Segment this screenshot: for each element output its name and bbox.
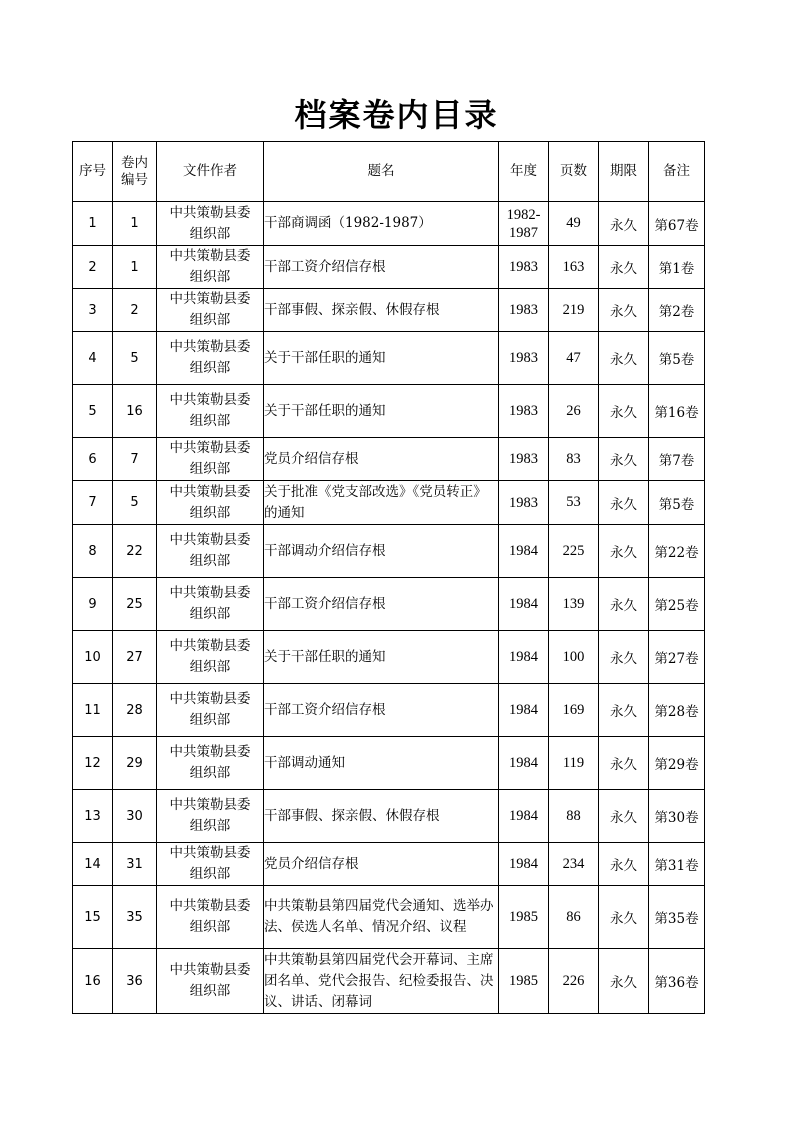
header-author: 文件作者 [157, 142, 264, 202]
row-pages: 169 [549, 684, 599, 737]
row-author [157, 438, 264, 481]
row-pages: 86 [549, 886, 599, 949]
row-remark: 第2卷 [649, 289, 705, 332]
row-remark: 第27卷 [649, 631, 705, 684]
row-term: 永久 [599, 385, 649, 438]
row-pages: 26 [549, 385, 599, 438]
row-volume-number: 36 [113, 949, 157, 1014]
row-year: 1983 [499, 246, 549, 289]
row-term: 永久 [599, 289, 649, 332]
row-document-title: 干部工资介绍信存根 [264, 684, 499, 737]
author-line-2: 组织部 [189, 553, 231, 569]
row-seq: 11 [73, 684, 113, 737]
author-line-1: 中共策勒县委 [169, 339, 251, 355]
row-remark: 第7卷 [649, 438, 705, 481]
row-volume-number: 7 [113, 438, 157, 481]
row-remark: 第29卷 [649, 737, 705, 790]
row-document-title: 干部调动通知 [264, 737, 499, 790]
row-pages: 226 [549, 949, 599, 1014]
row-year: 1984 [499, 684, 549, 737]
author-line-1: 中共策勒县委 [169, 691, 251, 707]
author-line-1: 中共策勒县委 [169, 291, 251, 307]
author-line-1: 中共策勒县委 [169, 248, 251, 264]
row-volume-number: 22 [113, 525, 157, 578]
row-document-title: 关于干部任职的通知 [264, 385, 499, 438]
row-pages: 83 [549, 438, 599, 481]
row-author [157, 481, 264, 525]
row-author [157, 578, 264, 631]
row-year: 1983 [499, 438, 549, 481]
row-year: 1984 [499, 631, 549, 684]
row-document-title: 中共策勒县第四届党代会通知、选举办法、侯选人名单、情况介绍、议程 [264, 886, 499, 949]
row-year: 1984 [499, 525, 549, 578]
row-pages: 53 [549, 481, 599, 525]
header-seq: 序号 [73, 142, 113, 202]
table-row [73, 289, 705, 332]
table-row [73, 843, 705, 886]
header-remark: 备注 [649, 142, 705, 202]
row-volume-number: 31 [113, 843, 157, 886]
row-remark: 第25卷 [649, 578, 705, 631]
row-volume-number: 35 [113, 886, 157, 949]
row-remark: 第5卷 [649, 332, 705, 385]
row-term: 永久 [599, 438, 649, 481]
row-term: 永久 [599, 332, 649, 385]
row-seq: 7 [73, 481, 113, 525]
author-line-1: 中共策勒县委 [169, 962, 251, 978]
row-document-title: 干部事假、探亲假、休假存根 [264, 289, 499, 332]
row-term: 永久 [599, 481, 649, 525]
row-pages: 49 [549, 202, 599, 246]
author-line-2: 组织部 [189, 712, 231, 728]
row-seq: 2 [73, 246, 113, 289]
author-line-1: 中共策勒县委 [169, 845, 251, 861]
table-row [73, 737, 705, 790]
row-year: 1985 [499, 949, 549, 1014]
row-document-title: 党员介绍信存根 [264, 843, 499, 886]
author-line-2: 组织部 [189, 413, 231, 429]
row-volume-number: 30 [113, 790, 157, 843]
table-row [73, 684, 705, 737]
row-author [157, 684, 264, 737]
author-line-2: 组织部 [189, 606, 231, 622]
row-term: 永久 [599, 790, 649, 843]
row-author [157, 631, 264, 684]
row-pages: 119 [549, 737, 599, 790]
page-title: 档案卷内目录 [294, 96, 499, 134]
author-line-2: 组织部 [189, 225, 231, 242]
row-volume-number: 25 [113, 578, 157, 631]
author-line-1: 中共策勒县委 [169, 585, 251, 601]
row-remark: 第67卷 [649, 202, 705, 246]
row-year: 1982-1987 [499, 202, 549, 246]
row-volume-number: 16 [113, 385, 157, 438]
row-term: 永久 [599, 202, 649, 246]
row-volume-number: 1 [113, 202, 157, 246]
row-author [157, 843, 264, 886]
row-volume-number: 28 [113, 684, 157, 737]
table-row [73, 246, 705, 289]
row-author [157, 385, 264, 438]
row-author [157, 737, 264, 790]
row-author [157, 790, 264, 843]
row-document-title: 关于干部任职的通知 [264, 631, 499, 684]
row-volume-number: 5 [113, 481, 157, 525]
table-row [73, 481, 705, 525]
table-row [73, 578, 705, 631]
row-year: 1983 [499, 289, 549, 332]
author-line-1: 中共策勒县委 [169, 898, 251, 914]
header-pages: 页数 [549, 142, 599, 202]
row-term: 永久 [599, 631, 649, 684]
row-year: 1983 [499, 481, 549, 525]
row-year: 1984 [499, 790, 549, 843]
header-year: 年度 [499, 142, 549, 202]
table-row [73, 332, 705, 385]
row-pages: 219 [549, 289, 599, 332]
row-document-title: 干部工资介绍信存根 [264, 578, 499, 631]
row-volume-number: 27 [113, 631, 157, 684]
row-author [157, 332, 264, 385]
row-year: 1983 [499, 385, 549, 438]
row-author [157, 202, 264, 246]
author-line-1: 中共策勒县委 [169, 532, 251, 548]
row-document-title: 党员介绍信存根 [264, 438, 499, 481]
row-volume-number: 2 [113, 289, 157, 332]
row-remark: 第31卷 [649, 843, 705, 886]
row-document-title: 干部调动介绍信存根 [264, 525, 499, 578]
row-pages: 234 [549, 843, 599, 886]
row-pages: 225 [549, 525, 599, 578]
author-line-2: 组织部 [189, 818, 231, 834]
table-row [73, 525, 705, 578]
table-row [73, 949, 705, 1014]
author-line-1: 中共策勒县委 [169, 204, 251, 221]
row-author [157, 289, 264, 332]
row-seq: 5 [73, 385, 113, 438]
row-seq: 4 [73, 332, 113, 385]
row-year: 1984 [499, 737, 549, 790]
row-seq: 9 [73, 578, 113, 631]
author-line-1: 中共策勒县委 [169, 744, 251, 760]
row-pages: 100 [549, 631, 599, 684]
row-seq: 8 [73, 525, 113, 578]
row-remark: 第30卷 [649, 790, 705, 843]
row-seq: 6 [73, 438, 113, 481]
row-seq: 3 [73, 289, 113, 332]
row-remark: 第1卷 [649, 246, 705, 289]
row-document-title: 关于批准《党支部改选》《党员转正》的通知 [264, 481, 499, 525]
author-line-1: 中共策勒县委 [169, 440, 251, 456]
row-author [157, 949, 264, 1014]
table-header-row [73, 142, 705, 202]
table-row [73, 438, 705, 481]
row-year: 1984 [499, 578, 549, 631]
author-line-1: 中共策勒县委 [169, 483, 251, 500]
author-line-1: 中共策勒县委 [169, 638, 251, 654]
row-term: 永久 [599, 886, 649, 949]
row-seq: 13 [73, 790, 113, 843]
row-volume-number: 1 [113, 246, 157, 289]
row-year: 1984 [499, 843, 549, 886]
row-term: 永久 [599, 578, 649, 631]
author-line-2: 组织部 [189, 866, 231, 882]
row-author [157, 525, 264, 578]
author-line-2: 组织部 [189, 659, 231, 675]
table-row [73, 631, 705, 684]
row-seq: 16 [73, 949, 113, 1014]
row-remark: 第36卷 [649, 949, 705, 1014]
row-pages: 139 [549, 578, 599, 631]
row-author [157, 246, 264, 289]
row-year: 1983 [499, 332, 549, 385]
row-term: 永久 [599, 843, 649, 886]
author-line-2: 组织部 [189, 461, 231, 477]
archive-catalog-table [72, 141, 705, 1014]
table-row [73, 886, 705, 949]
row-seq: 12 [73, 737, 113, 790]
row-seq: 15 [73, 886, 113, 949]
row-author [157, 886, 264, 949]
row-document-title: 关于干部任职的通知 [264, 332, 499, 385]
row-term: 永久 [599, 684, 649, 737]
row-remark: 第5卷 [649, 481, 705, 525]
header-volume-number: 卷内编号 [113, 142, 157, 202]
row-seq: 14 [73, 843, 113, 886]
author-line-2: 组织部 [189, 312, 231, 328]
table-row [73, 790, 705, 843]
row-remark: 第22卷 [649, 525, 705, 578]
author-line-2: 组织部 [189, 269, 231, 285]
row-term: 永久 [599, 246, 649, 289]
row-seq: 1 [73, 202, 113, 246]
row-document-title: 中共策勒县第四届党代会开幕词、主席团名单、党代会报告、纪检委报告、决议、讲话、闭幕词 [264, 949, 499, 1014]
row-pages: 88 [549, 790, 599, 843]
author-line-2: 组织部 [189, 765, 231, 781]
row-document-title: 干部商调函（1982-1987） [264, 202, 499, 246]
row-pages: 163 [549, 246, 599, 289]
row-remark: 第35卷 [649, 886, 705, 949]
row-term: 永久 [599, 949, 649, 1014]
author-line-2: 组织部 [189, 360, 231, 376]
table-row [73, 202, 705, 246]
row-year: 1985 [499, 886, 549, 949]
table-row [73, 385, 705, 438]
author-line-2: 组织部 [189, 504, 231, 521]
row-term: 永久 [599, 737, 649, 790]
row-document-title: 干部事假、探亲假、休假存根 [264, 790, 499, 843]
header-document-title: 题名 [264, 142, 499, 202]
author-line-1: 中共策勒县委 [169, 797, 251, 813]
row-seq: 10 [73, 631, 113, 684]
author-line-1: 中共策勒县委 [169, 392, 251, 408]
row-remark: 第16卷 [649, 385, 705, 438]
row-term: 永久 [599, 525, 649, 578]
header-term: 期限 [599, 142, 649, 202]
row-pages: 47 [549, 332, 599, 385]
author-line-2: 组织部 [189, 983, 231, 999]
author-line-2: 组织部 [189, 919, 231, 935]
row-volume-number: 5 [113, 332, 157, 385]
row-document-title: 干部工资介绍信存根 [264, 246, 499, 289]
row-volume-number: 29 [113, 737, 157, 790]
row-remark: 第28卷 [649, 684, 705, 737]
